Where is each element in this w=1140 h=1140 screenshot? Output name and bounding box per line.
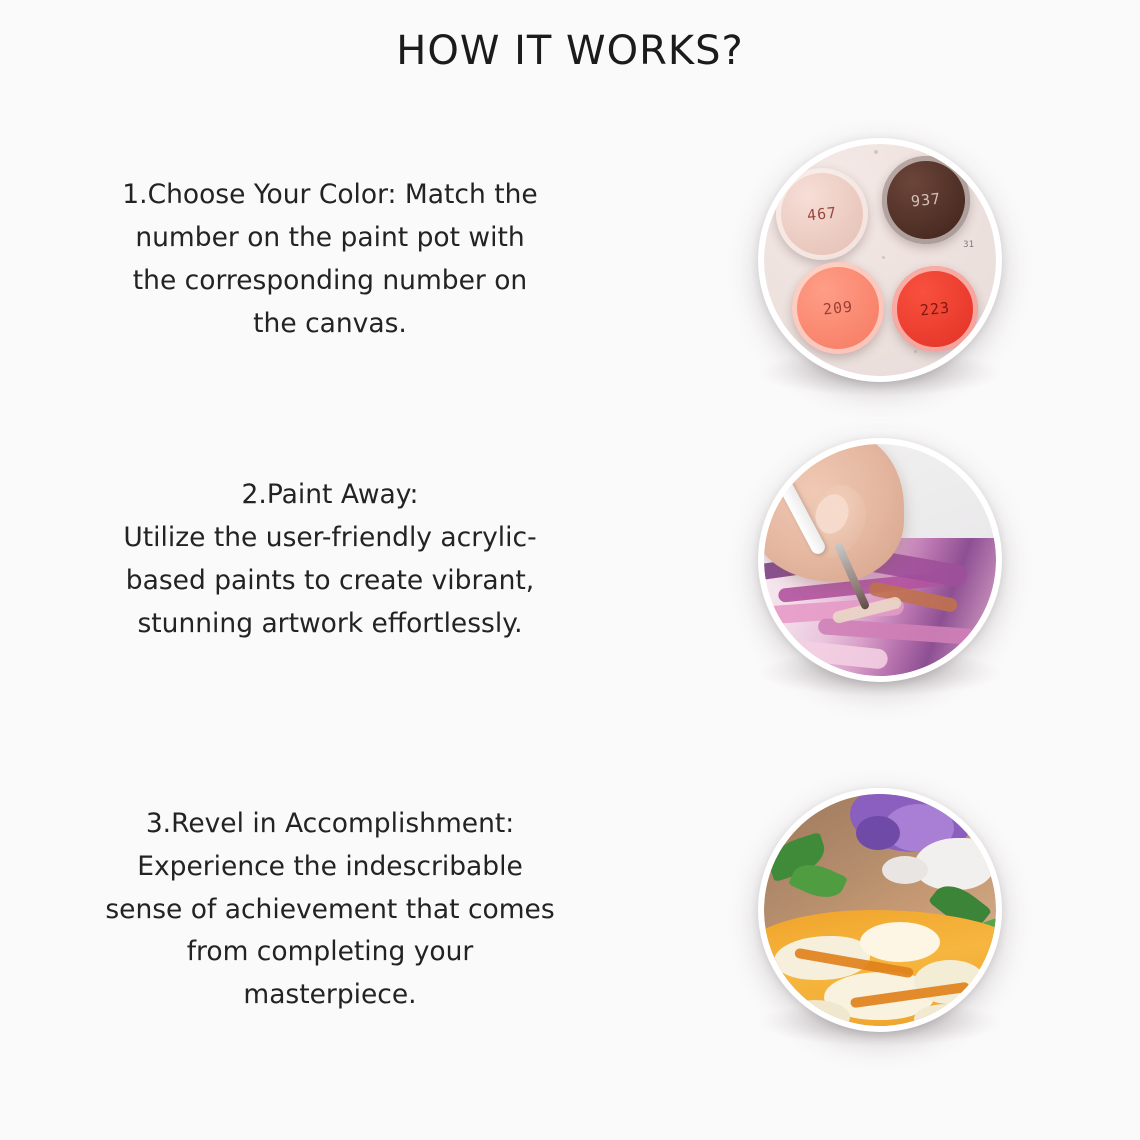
paint-pot-467	[776, 168, 868, 260]
paint-pot-number: 467	[806, 203, 838, 225]
step-3-line-5: masterpiece.	[243, 979, 417, 1011]
step-3-line-3: sense of achievement that comes	[105, 893, 555, 925]
step-2-line-1: 2.Paint Away:	[241, 479, 419, 511]
step-3-line-2: Experience the indescribable	[137, 850, 523, 882]
step-3	[0, 760, 1140, 1060]
step-3-text	[0, 803, 620, 1018]
step-1	[0, 110, 1140, 410]
step-2-line-2: Utilize the user-friendly acrylic-	[123, 522, 537, 554]
step-2-media	[620, 410, 1140, 710]
hand-painting-photo	[758, 438, 1002, 682]
paint-pot-number: 937	[910, 189, 942, 211]
step-3-media	[620, 760, 1140, 1060]
step-1-text	[0, 174, 620, 346]
paint-pot-number: 223	[919, 298, 951, 320]
step-1-media	[620, 110, 1140, 410]
hand	[764, 444, 904, 582]
paint-pot-223	[892, 266, 978, 352]
step-2-line-4: stunning artwork effortlessly.	[137, 607, 523, 639]
step-2-line-3: based paints to create vibrant,	[125, 565, 535, 596]
step-2	[0, 410, 1140, 710]
finished-artwork-photo	[758, 788, 1002, 1032]
paint-pot-937	[882, 156, 970, 244]
step-1-line-4: the canvas.	[253, 307, 407, 339]
paint-pot-number: 209	[822, 297, 854, 319]
tray-label: 31	[963, 240, 974, 250]
step-2-text	[0, 474, 620, 646]
step-1-line-3: the corresponding number on	[132, 265, 528, 296]
page-title: HOW IT WORKS?	[396, 28, 744, 74]
paint-pots-photo	[758, 138, 1002, 382]
step-3-line-4: from completing your	[186, 936, 474, 968]
step-1-line-1: 1.Choose Your Color: Match the	[122, 179, 538, 211]
step-1-line-2: number on the paint pot with	[135, 222, 525, 254]
step-3-line-1: 3.Revel in Accomplishment:	[145, 807, 515, 839]
paint-pot-209	[792, 262, 884, 354]
